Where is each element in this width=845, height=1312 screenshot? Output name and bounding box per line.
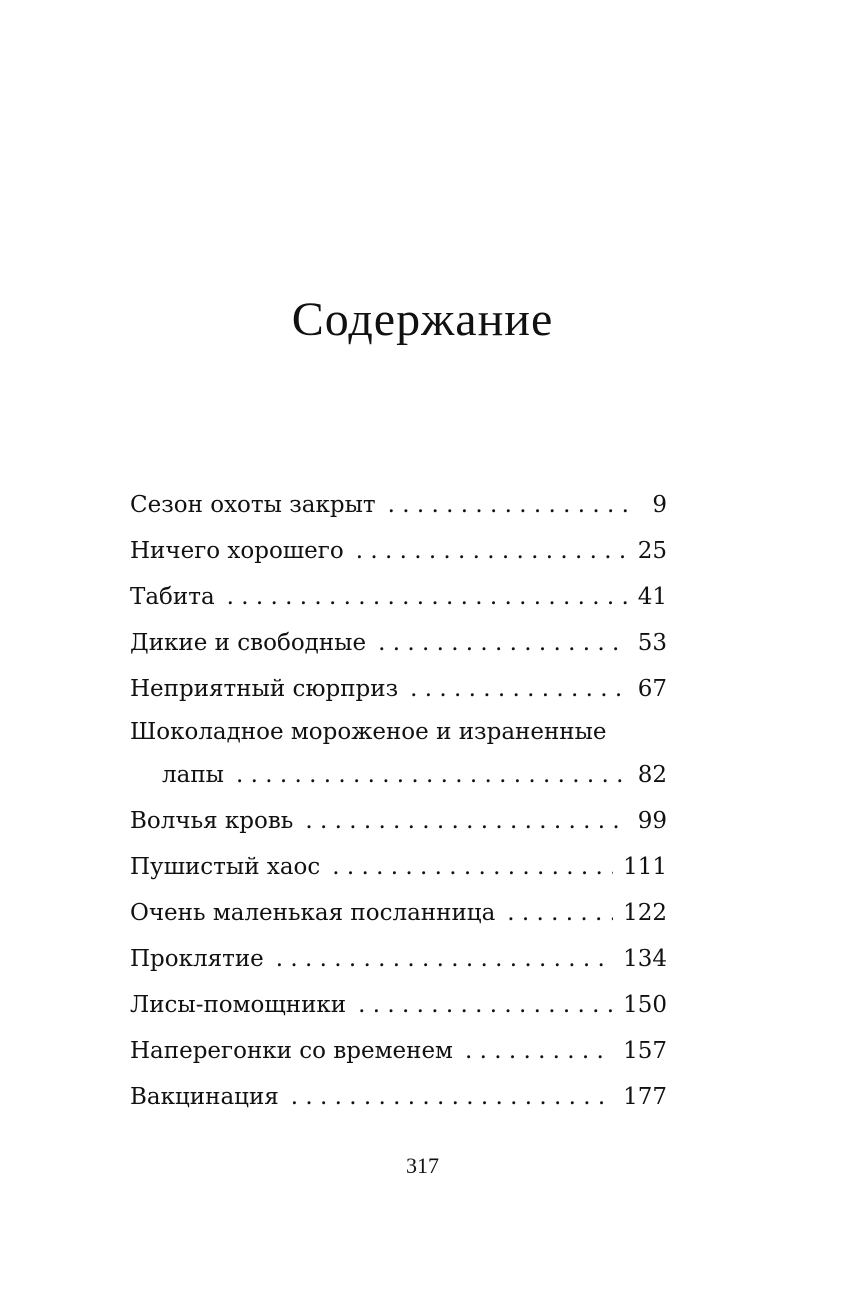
dot-leader — [305, 798, 627, 844]
toc-entry-title: Волчья кровь — [130, 808, 294, 834]
toc-entry-page: 122 — [623, 900, 667, 926]
page-title: Содержание — [291, 293, 554, 346]
table-of-contents — [130, 482, 667, 1120]
dot-leader — [291, 1074, 613, 1120]
toc-entry-title: Проклятие — [130, 946, 264, 972]
toc-entry[interactable] — [130, 528, 667, 574]
toc-entry[interactable] — [130, 620, 667, 666]
toc-entry-page: 25 — [637, 538, 667, 564]
dot-leader — [358, 982, 613, 1028]
toc-entry[interactable] — [130, 574, 667, 620]
dot-leader — [276, 936, 613, 982]
toc-entry-title: Неприятный сюрприз — [130, 676, 399, 702]
toc-entry-title: Очень маленькая посланница — [130, 900, 496, 926]
toc-entry[interactable] — [130, 1074, 667, 1120]
toc-entry-page: 150 — [623, 992, 667, 1018]
toc-entry-page: 177 — [623, 1084, 667, 1110]
dot-leader — [378, 620, 627, 666]
toc-entry-second-line — [130, 752, 667, 798]
dot-leader — [465, 1028, 613, 1074]
toc-entry[interactable] — [130, 982, 667, 1028]
toc-entry-title: Вакцинация — [130, 1084, 279, 1110]
toc-entry-first-line — [130, 712, 667, 752]
toc-entry-title: Лисы-помощники — [130, 992, 347, 1018]
page-number: 317 — [406, 1153, 439, 1178]
toc-entry-title: Дикие и свободные — [130, 630, 367, 656]
toc-entry[interactable] — [130, 890, 667, 936]
toc-entry-page: 41 — [637, 584, 667, 610]
dot-leader — [507, 890, 613, 936]
toc-entry-page: 82 — [637, 762, 667, 788]
toc-entry[interactable] — [130, 482, 667, 528]
toc-entry-page: 111 — [623, 854, 667, 880]
toc-entry-page: 9 — [652, 492, 667, 518]
toc-entry-title-continuation: лапы — [162, 762, 224, 788]
toc-entry[interactable] — [130, 1028, 667, 1074]
toc-entry-page: 99 — [637, 808, 667, 834]
dot-leader — [388, 482, 627, 528]
dot-leader — [332, 844, 613, 890]
toc-entry-page: 134 — [623, 946, 667, 972]
dot-leader — [410, 666, 627, 712]
toc-entry-page: 53 — [637, 630, 667, 656]
toc-entry-title: Наперегонки со временем — [130, 1038, 453, 1064]
toc-entry-title: Шоколадное мороженое и израненные — [130, 719, 607, 745]
toc-entry-page: 157 — [623, 1038, 667, 1064]
toc-entry-title: Пушистый хаос — [130, 854, 321, 880]
toc-entry-title: Табита — [130, 584, 215, 610]
toc-entry-title: Сезон охоты закрыт — [130, 492, 376, 518]
toc-entry[interactable] — [130, 844, 667, 890]
toc-entry-multiline[interactable] — [130, 712, 667, 798]
dot-leader — [356, 528, 627, 574]
toc-entry-page: 67 — [637, 676, 667, 702]
toc-entry-title: Ничего хорошего — [130, 538, 344, 564]
toc-entry[interactable] — [130, 798, 667, 844]
dot-leader — [236, 752, 627, 798]
dot-leader — [227, 574, 627, 620]
toc-entry[interactable] — [130, 666, 667, 712]
toc-entry[interactable] — [130, 936, 667, 982]
